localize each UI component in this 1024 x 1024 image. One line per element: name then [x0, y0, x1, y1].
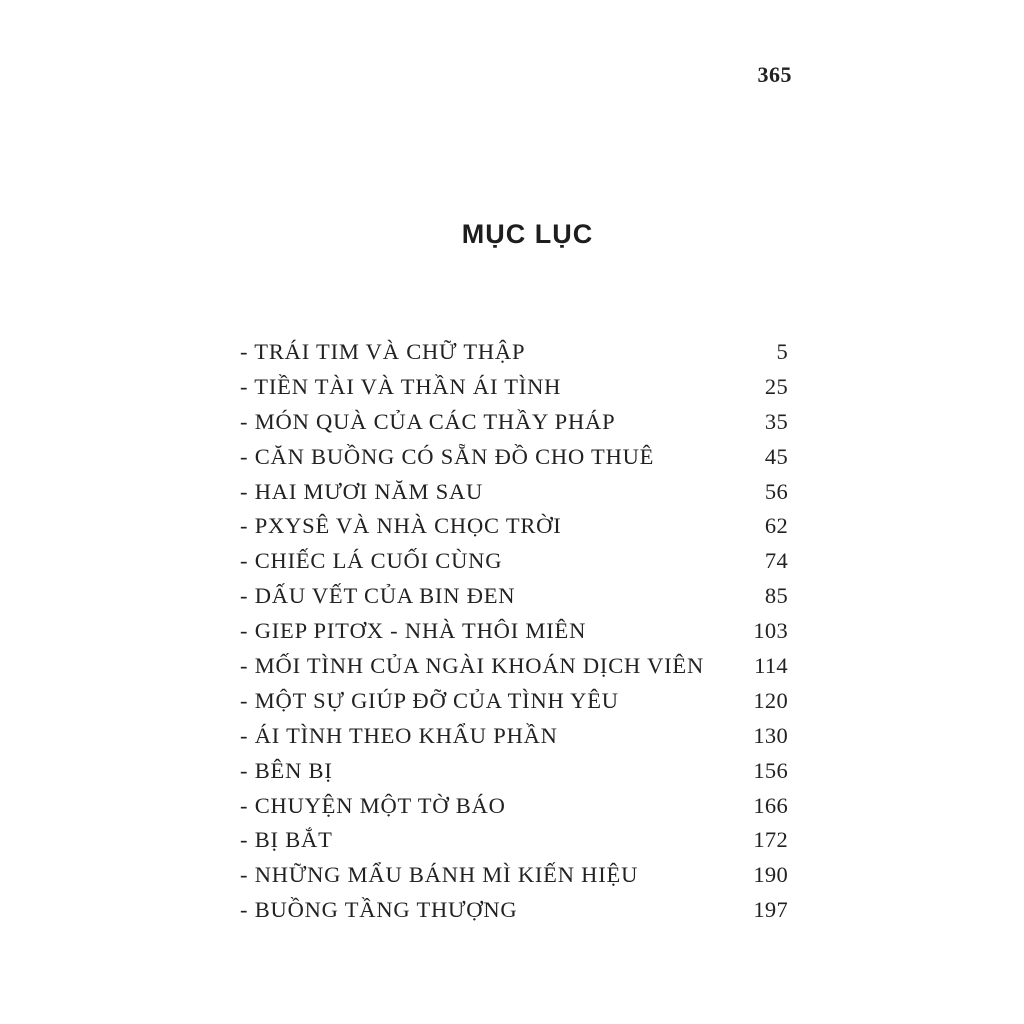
- toc-entry: [240, 479, 788, 514]
- toc-entry-title: - BUỒNG TẦNG THƯỢNG: [240, 897, 518, 923]
- toc-entry: [240, 339, 788, 374]
- toc-entry-page: 172: [753, 827, 788, 853]
- toc-entry-page: 35: [764, 408, 788, 434]
- toc-entry-page: 166: [753, 792, 788, 818]
- toc-entry: [240, 793, 788, 828]
- page-title: MỤC LỤC: [461, 219, 594, 249]
- toc-entry: [240, 862, 788, 897]
- table-of-contents: [240, 339, 788, 932]
- toc-entry: [240, 548, 788, 583]
- toc-entry-title: - GIEP PITƠX - NHÀ THÔI MIÊN: [240, 618, 587, 644]
- toc-entry: [240, 758, 788, 793]
- toc-entry: [240, 897, 788, 932]
- toc-entry-page: 130: [753, 722, 788, 748]
- toc-entry: [240, 513, 788, 548]
- toc-entry-title: - ÁI TÌNH THEO KHẨU PHẦN: [240, 722, 558, 748]
- toc-entry-page: 74: [764, 548, 788, 574]
- toc-entry-page: 190: [753, 862, 788, 888]
- toc-entry: [240, 444, 788, 479]
- toc-entry-page: 45: [764, 443, 788, 469]
- toc-entry-page: 25: [764, 373, 788, 399]
- toc-entry-page: 197: [753, 897, 788, 923]
- toc-entry-title: - TRÁI TIM VÀ CHỮ THẬP: [240, 339, 526, 364]
- toc-entry-title: - DẤU VẾT CỦA BIN ĐEN: [240, 583, 516, 609]
- toc-entry-page: 5: [776, 339, 788, 364]
- toc-entry-title: - PXYSÊ VÀ NHÀ CHỌC TRỜI: [240, 513, 562, 539]
- toc-entry: [240, 827, 788, 862]
- toc-entry-title: - CĂN BUỒNG CÓ SẴN ĐỒ CHO THUÊ: [240, 443, 655, 469]
- toc-entry-page: 114: [754, 653, 788, 679]
- toc-entry-page: 56: [764, 478, 788, 504]
- toc-entry: [240, 653, 788, 688]
- toc-entry-title: - TIỀN TÀI VÀ THẦN ÁI TÌNH: [240, 373, 562, 399]
- page-number: 365: [757, 62, 792, 87]
- toc-entry-page: 85: [764, 583, 788, 609]
- toc-entry-title: - MỐI TÌNH CỦA NGÀI KHOÁN DỊCH VIÊN: [240, 653, 705, 679]
- toc-entry-page: 120: [753, 687, 788, 713]
- toc-entry-title: - MỘT SỰ GIÚP ĐỠ CỦA TÌNH YÊU: [240, 687, 619, 713]
- toc-entry-page: 62: [764, 513, 788, 539]
- toc-entry: [240, 688, 788, 723]
- toc-entry-title: - CHUYỆN MỘT TỜ BÁO: [240, 792, 506, 818]
- toc-entry-title: - NHỮNG MẨU BÁNH MÌ KIẾN HIỆU: [240, 862, 639, 888]
- toc-entry-title: - BÊN BỊ: [240, 757, 333, 783]
- toc-entry-title: - BỊ BẮT: [240, 827, 333, 853]
- toc-entry-page: 103: [753, 618, 788, 644]
- toc-entry: [240, 374, 788, 409]
- toc-entry: [240, 723, 788, 758]
- toc-entry: [240, 618, 788, 653]
- toc-entry-title: - HAI MƯƠI NĂM SAU: [240, 478, 484, 504]
- toc-entry-title: - MÓN QUÀ CỦA CÁC THẦY PHÁP: [240, 408, 616, 434]
- toc-entry-page: 156: [753, 757, 788, 783]
- toc-entry-title: - CHIẾC LÁ CUỐI CÙNG: [240, 548, 503, 574]
- toc-entry: [240, 409, 788, 444]
- toc-entry: [240, 583, 788, 618]
